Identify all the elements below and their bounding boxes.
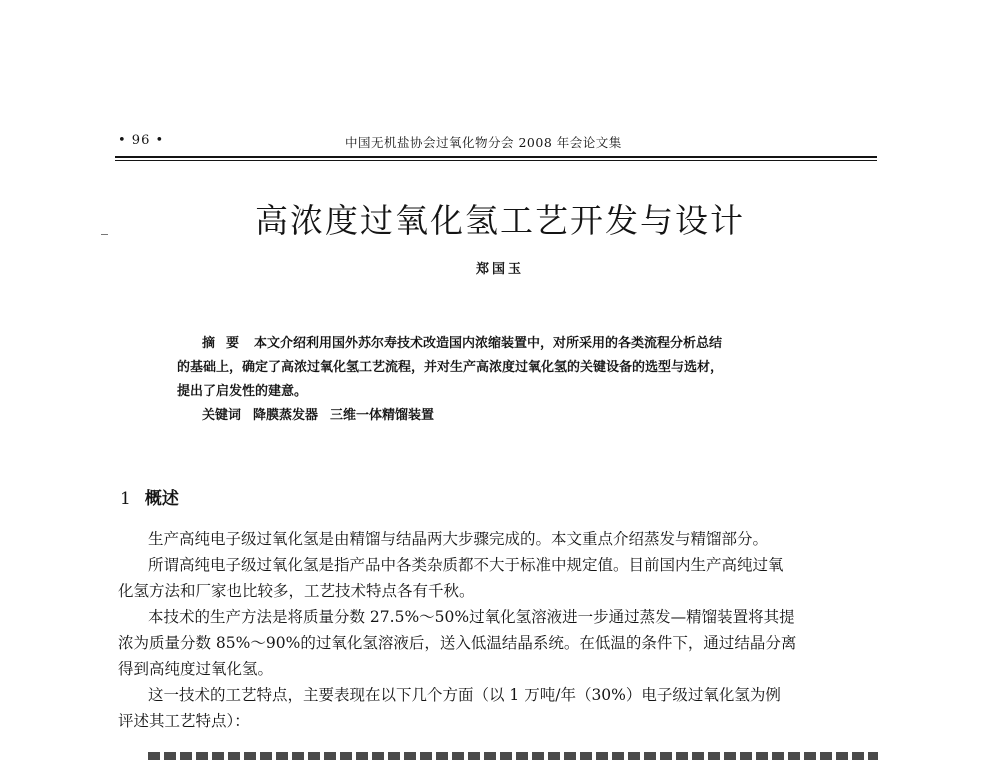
page-number: • 96 • bbox=[118, 133, 165, 148]
clipped-text-glyphs bbox=[148, 752, 878, 760]
abstract-line-1 bbox=[177, 332, 827, 356]
clipped-text-line bbox=[148, 752, 878, 760]
paragraph-3-line-2: 浓为质量分数 85%～90%的过氧化氢溶液后，送入低温结晶系统。在低温的条件下，通过结晶分离 bbox=[118, 634, 797, 652]
abstract-text-1: 本文介绍利用国外苏尔寿技术改造国内浓缩装置中，对所采用的各类流程分析总结 bbox=[254, 336, 723, 351]
section-number: 1 bbox=[120, 489, 131, 509]
running-head: 中国无机盐协会过氧化物分会 2008 年会论文集 bbox=[345, 135, 622, 150]
header-rule-thin bbox=[115, 160, 877, 161]
paragraph-4-line-1: 这一技术的工艺特点，主要表现在以下几个方面（以 1 万吨/年（30%）电子级过氧化氢为例 bbox=[148, 686, 781, 704]
abstract-label: 摘要 bbox=[202, 336, 251, 351]
keyword-2: 三维一体精馏装置 bbox=[330, 408, 435, 423]
keywords-label: 关键词 bbox=[202, 408, 242, 423]
paragraph-3-line-1: 本技术的生产方法是将质量分数 27.5%～50%过氧化氢溶液进一步通过蒸发—精馏装置将其提 bbox=[148, 608, 795, 626]
paragraph-4-line-2: 评述其工艺特点）： bbox=[118, 712, 250, 730]
abstract-line-2: 的基础上，确定了高浓过氧化氢工艺流程，并对生产高浓度过氧化氢的关键设备的选型与选材， bbox=[177, 360, 724, 375]
section-title: 概述 bbox=[144, 489, 179, 509]
paragraph-1-line-1: 生产高纯电子级过氧化氢是由精馏与结晶两大步骤完成的。本文重点介绍蒸发与精馏部分。 bbox=[148, 530, 769, 548]
abstract-block bbox=[177, 332, 827, 428]
author-name: 郑国玉 bbox=[475, 262, 524, 277]
page-header bbox=[118, 130, 878, 152]
paper-title: 高浓度过氧化氢工艺开发与设计 bbox=[255, 201, 745, 240]
keyword-1: 降膜蒸发器 bbox=[253, 408, 319, 423]
keywords-line bbox=[177, 404, 827, 428]
body-text bbox=[118, 526, 878, 734]
abstract-line-3: 提出了启发性的建意。 bbox=[177, 384, 308, 399]
paragraph-2-line-2: 化氢方法和厂家也比较多，工艺技术特点各有千秋。 bbox=[118, 582, 475, 600]
paragraph-2-line-1: 所谓高纯电子级过氧化氢是指产品中各类杂质都不大于标准中规定值。目前国内生产高纯过氧 bbox=[148, 556, 784, 574]
header-rule-thick bbox=[115, 156, 877, 158]
paragraph-3-line-3: 得到高纯度过氧化氢。 bbox=[118, 660, 274, 678]
section-heading bbox=[120, 484, 179, 509]
